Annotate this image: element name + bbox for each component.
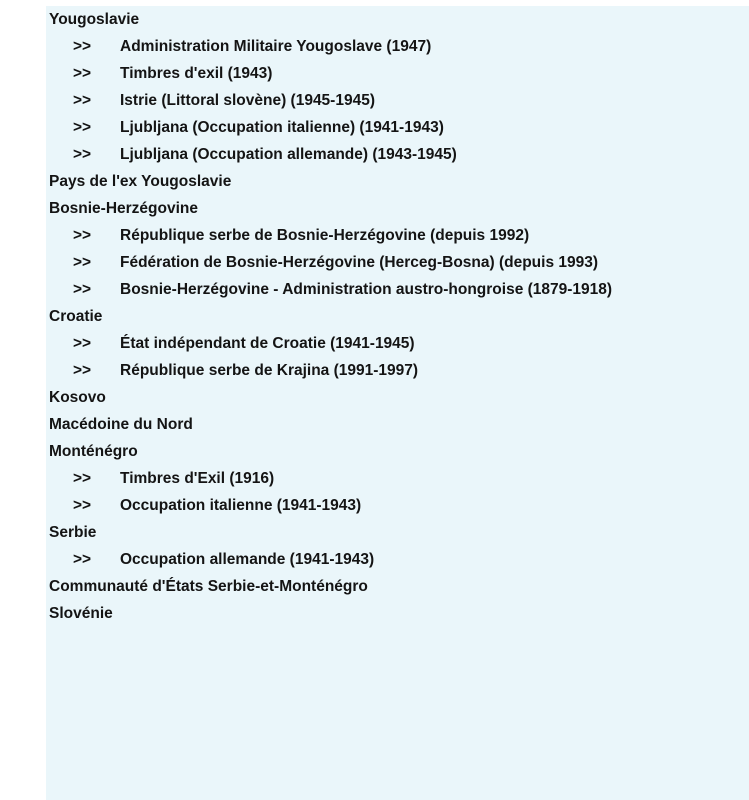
country-label: Bosnie-Herzégovine [49, 200, 199, 217]
country-label: Monténégro [49, 443, 138, 460]
country-label: Pays de l'ex Yougoslavie [49, 173, 232, 190]
country-label: Serbie [49, 524, 97, 541]
sub-item-label: Ljubljana (Occupation allemande) (1943-1945) [120, 146, 457, 163]
country-item[interactable] [0, 573, 749, 600]
list-marker: >> [73, 470, 92, 487]
sub-item-label: Occupation italienne (1941-1943) [120, 497, 362, 514]
sub-item[interactable] [0, 87, 749, 114]
sub-item-label: République serbe de Krajina (1991-1997) [120, 362, 419, 379]
sub-item[interactable] [0, 60, 749, 87]
list-marker: >> [73, 227, 92, 244]
list-marker: >> [73, 92, 92, 109]
sub-item[interactable] [0, 546, 749, 573]
sub-item-label: Ljubljana (Occupation italienne) (1941-1943) [120, 119, 444, 136]
sub-item[interactable] [0, 465, 749, 492]
sub-item[interactable] [0, 249, 749, 276]
country-item[interactable] [0, 384, 749, 411]
sub-item[interactable] [0, 33, 749, 60]
country-item[interactable] [0, 411, 749, 438]
sub-item-label: État indépendant de Croatie (1941-1945) [120, 335, 415, 352]
country-item[interactable] [0, 438, 749, 465]
sub-item[interactable] [0, 141, 749, 168]
list-marker: >> [73, 146, 92, 163]
list-marker: >> [73, 254, 92, 271]
sub-item-label: Fédération de Bosnie-Herzégovine (Herceg-Bosna) (depuis 1993) [120, 254, 599, 271]
sub-item[interactable] [0, 330, 749, 357]
country-label: Slovénie [49, 605, 113, 622]
sub-item[interactable] [0, 276, 749, 303]
sub-item-label: République serbe de Bosnie-Herzégovine (depuis 1992) [120, 227, 530, 244]
list-marker: >> [73, 65, 92, 82]
sub-item-label: Bosnie-Herzégovine - Administration austro-hongroise (1879-1918) [120, 281, 613, 298]
list-marker: >> [73, 38, 92, 55]
country-label: Croatie [49, 308, 103, 325]
list-marker: >> [73, 497, 92, 514]
sub-item[interactable] [0, 492, 749, 519]
list-marker: >> [73, 119, 92, 136]
country-label: Yougoslavie [49, 11, 140, 28]
sub-item-label: Timbres d'Exil (1916) [120, 470, 275, 487]
list-marker: >> [73, 362, 92, 379]
sub-item[interactable] [0, 114, 749, 141]
list-marker: >> [73, 281, 92, 298]
country-item[interactable] [0, 303, 749, 330]
country-item[interactable] [0, 600, 749, 627]
sub-item-label: Timbres d'exil (1943) [120, 65, 273, 82]
country-item[interactable] [0, 519, 749, 546]
sub-item-label: Occupation allemande (1941-1943) [120, 551, 375, 568]
sub-item-label: Administration Militaire Yougoslave (1947) [120, 38, 432, 55]
country-list [0, 6, 749, 627]
country-label: Macédoine du Nord [49, 416, 193, 433]
list-marker: >> [73, 551, 92, 568]
country-item[interactable] [0, 168, 749, 195]
sub-item[interactable] [0, 222, 749, 249]
country-item[interactable] [0, 6, 749, 33]
list-marker: >> [73, 335, 92, 352]
country-label: Kosovo [49, 389, 106, 406]
country-label: Communauté d'États Serbie-et-Monténégro [49, 578, 368, 595]
country-item[interactable] [0, 195, 749, 222]
sub-item-label: Istrie (Littoral slovène) (1945-1945) [120, 92, 375, 109]
sub-item[interactable] [0, 357, 749, 384]
